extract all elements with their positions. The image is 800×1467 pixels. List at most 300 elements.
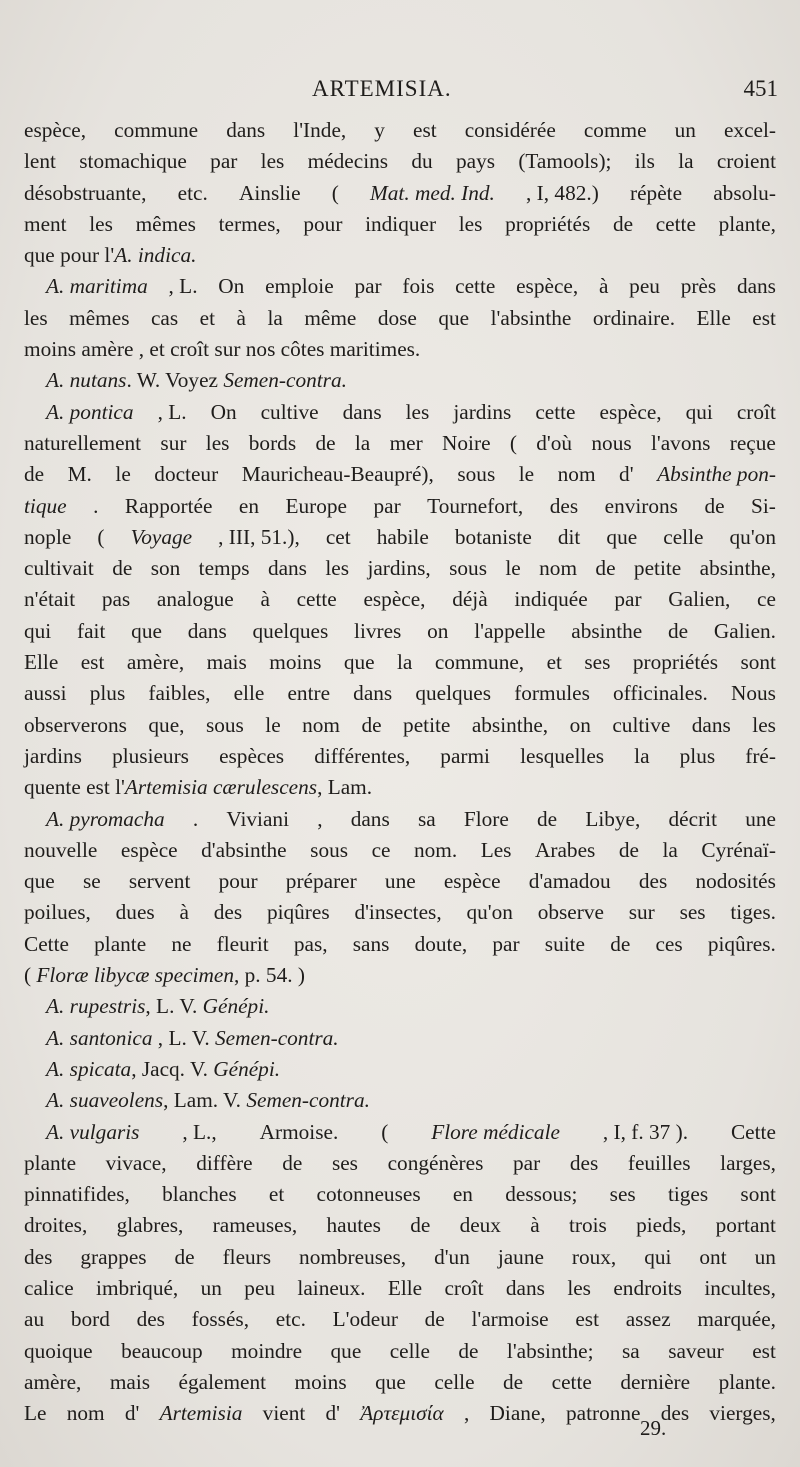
text-segment: une (384, 869, 416, 894)
text-segment: , I, 482.) (526, 180, 599, 205)
text-segment: de (282, 1150, 303, 1175)
text-segment: , Lam. (317, 775, 373, 800)
text-segment: calice (24, 1275, 74, 1300)
text-line (24, 1210, 776, 1241)
text-segment: de (704, 493, 725, 518)
text-line (24, 1242, 776, 1273)
text-segment: de (315, 430, 336, 455)
text-segment: nom (66, 1401, 105, 1426)
text-segment: , L. (157, 399, 187, 424)
text-segment: pieds, (636, 1213, 687, 1238)
text-segment: l'absinthe; (506, 1338, 594, 1363)
text-segment: considérée (464, 118, 556, 142)
text-segment: et (546, 650, 562, 675)
text-segment: par (492, 931, 520, 956)
text-segment: plante, (718, 211, 776, 236)
text-segment: plante (24, 1150, 77, 1175)
text-segment: deux (459, 1213, 501, 1238)
text-segment: quelques (415, 681, 492, 706)
text-segment: en (238, 493, 260, 518)
text-segment: fossés, (191, 1307, 250, 1332)
text-segment: est (80, 650, 105, 675)
text-segment: mais (109, 1369, 151, 1394)
text-segment: On (210, 399, 237, 424)
text-segment: , (317, 806, 323, 831)
text-segment: mais (206, 650, 247, 675)
text-segment: espèce, (363, 587, 426, 612)
text-segment: mêmes (135, 211, 196, 236)
text-segment: ne (171, 931, 192, 956)
text-segment: dose (377, 305, 417, 330)
text-segment: stomachique (79, 149, 187, 174)
text-line (24, 929, 776, 960)
text-segment: nom. (414, 837, 458, 862)
text-segment: est (752, 305, 776, 330)
text-segment: piqûres. (707, 931, 776, 956)
text-segment: de (361, 712, 382, 737)
text-segment: les (260, 149, 285, 174)
text-segment: d' (124, 1401, 140, 1426)
text-segment: pinnatifides, (24, 1182, 130, 1207)
text-segment: imbriqué, (96, 1275, 179, 1300)
text-segment: plus (89, 681, 126, 706)
text-line (24, 209, 776, 240)
text-segment: à (530, 1213, 540, 1238)
text-segment: les (89, 211, 113, 236)
text-segment: amère, (24, 1369, 82, 1394)
text-segment: sa (417, 806, 436, 831)
text-segment: de (612, 211, 634, 236)
text-segment: par (354, 274, 382, 299)
italic-text: A. nutans (46, 368, 127, 393)
text-segment: endroits (613, 1275, 682, 1300)
text-segment: croient (716, 149, 776, 174)
text-segment: comme (583, 118, 647, 142)
text-segment: fleurit (216, 931, 269, 956)
text-segment: cette (535, 399, 576, 424)
text-segment: est (752, 1338, 776, 1363)
text-segment: absinthe, (471, 712, 549, 737)
text-segment: dues (115, 900, 155, 925)
text-segment: cultivait (24, 556, 94, 581)
text-segment: désobstruante, (24, 180, 147, 205)
text-segment: ment (24, 211, 67, 236)
text-segment: nom (557, 462, 596, 487)
text-segment: , L. (168, 274, 198, 299)
text-segment: (Tamools); (518, 149, 612, 174)
text-segment: Ainslie (239, 180, 301, 205)
text-segment: de (112, 556, 133, 581)
text-segment: jaune (497, 1244, 544, 1269)
text-segment: petite (633, 556, 682, 581)
text-segment: indiquée (514, 587, 588, 612)
text-segment: en (452, 1182, 473, 1207)
text-segment: la (354, 430, 371, 455)
text-segment: Elle (387, 1275, 423, 1300)
text-segment: Elle (696, 305, 731, 330)
text-segment: que, (148, 712, 185, 737)
page-number: 451 (743, 76, 778, 101)
text-segment: mêmes (69, 305, 130, 330)
text-segment: rameuses, (212, 1213, 298, 1238)
text-segment: nodosités (695, 869, 776, 894)
text-segment: . (192, 806, 199, 831)
text-segment: , (463, 1401, 470, 1426)
italic-text: tique (24, 493, 67, 518)
text-line (24, 271, 776, 302)
text-segment: patronne (565, 1401, 641, 1426)
text-segment: de (174, 1244, 195, 1269)
text-segment: doute, (414, 931, 468, 956)
text-segment: dernière (620, 1369, 691, 1394)
text-segment: blanches (162, 1182, 237, 1207)
text-segment: ce (757, 587, 776, 612)
text-segment: cet (325, 524, 351, 549)
text-line (24, 365, 776, 396)
text-segment: préparer (285, 869, 357, 894)
text-segment: faibles, (148, 681, 211, 706)
text-segment: , Jacq. V. (131, 1056, 214, 1081)
text-segment: amère, (126, 650, 185, 675)
text-segment: fois (402, 274, 435, 299)
italic-text: Artemisia (159, 1401, 243, 1426)
text-segment: des (660, 1401, 690, 1426)
text-segment: que pour l' (24, 243, 115, 268)
text-line (24, 1117, 776, 1148)
text-segment: pas, (293, 931, 328, 956)
text-segment: croît (736, 399, 776, 424)
text-segment: sous (310, 837, 349, 862)
text-line (24, 897, 776, 928)
text-line (24, 115, 776, 146)
text-line (24, 459, 776, 490)
text-segment: etc. (275, 1307, 306, 1332)
text-segment: sont (740, 650, 776, 675)
text-segment: moins (294, 1369, 347, 1394)
text-segment: se (82, 869, 101, 894)
text-segment: dans (226, 118, 266, 142)
text-segment: ont (699, 1244, 727, 1269)
text-segment: Elle (24, 650, 59, 675)
text-segment: espèces (219, 743, 285, 768)
text-segment: M. (67, 462, 92, 487)
text-segment: que (131, 618, 162, 643)
text-segment: Le (24, 1401, 47, 1426)
text-segment: ( (24, 963, 37, 988)
text-segment: d'où (536, 430, 573, 455)
text-segment: Galien, (668, 587, 731, 612)
text-segment: docteur (154, 462, 219, 487)
text-segment: beaucoup (121, 1338, 203, 1363)
text-segment: les (24, 305, 48, 330)
text-segment: son (150, 556, 181, 581)
text-segment: plusieurs (112, 743, 189, 768)
text-segment: croît (444, 1275, 484, 1300)
text-segment: par (210, 149, 238, 174)
text-line (24, 178, 776, 209)
text-segment: Noire (442, 430, 491, 455)
text-segment: propriétés (505, 211, 591, 236)
text-segment: de (24, 462, 45, 487)
text-segment: dans (691, 712, 731, 737)
text-segment: fait (77, 618, 106, 643)
text-segment: ordinaire. (592, 305, 676, 330)
text-segment: la (397, 650, 413, 675)
text-segment: dans (350, 806, 390, 831)
text-segment: de (458, 1338, 479, 1363)
text-segment: trois (568, 1213, 607, 1238)
text-segment: vierges, (709, 1401, 776, 1426)
text-segment: officinales. (613, 681, 708, 706)
text-segment: habile (376, 524, 429, 549)
text-line (24, 835, 776, 866)
text-segment: cas (150, 305, 179, 330)
text-segment: grappes (80, 1244, 147, 1269)
text-segment: des (549, 493, 579, 518)
text-segment: près (680, 274, 717, 299)
text-segment: différentes, (314, 743, 411, 768)
text-line (24, 240, 776, 271)
text-segment: celle (663, 524, 704, 549)
text-segment: la (634, 743, 650, 768)
text-segment: ( (331, 180, 339, 205)
text-segment: lent (24, 149, 56, 174)
text-segment: glabres, (116, 1213, 184, 1238)
text-segment: , III, 51.), (218, 524, 300, 549)
text-segment: que (438, 305, 470, 330)
text-segment: peu (244, 1275, 276, 1300)
italic-text: A. santonica (46, 1025, 153, 1050)
text-segment: Mauricheau-Beaupré), (241, 462, 434, 487)
text-segment: ses (331, 1150, 358, 1175)
text-segment: déjà (452, 587, 488, 612)
text-segment: temps (198, 556, 250, 581)
text-line (24, 678, 776, 709)
italic-text: Ἀρτεμισία (360, 1401, 444, 1426)
text-segment: décrit (668, 806, 717, 831)
text-segment: sa (622, 1338, 640, 1363)
text-segment: par (513, 1150, 541, 1175)
text-segment: cotonneuses (316, 1182, 421, 1207)
text-segment: de (424, 1307, 445, 1332)
text-segment: des (569, 1150, 599, 1175)
text-segment: termes, (218, 211, 281, 236)
text-line (24, 491, 776, 522)
text-segment: nous (591, 430, 632, 455)
text-segment: la (267, 305, 283, 330)
text-line (24, 1054, 776, 1085)
text-segment: l'appelle (474, 618, 546, 643)
text-segment: pour (303, 211, 343, 236)
text-segment: Europe (285, 493, 347, 518)
text-segment: un (200, 1275, 222, 1300)
text-segment: cette (655, 211, 696, 236)
text-line (24, 991, 776, 1022)
text-segment: le (505, 556, 521, 581)
text-segment: absolu- (713, 180, 776, 205)
text-segment: moins amère , et croît sur nos côtes maritimes. (24, 337, 421, 362)
text-segment: , L., (182, 1119, 217, 1144)
text-segment: les (458, 211, 483, 236)
text-segment: nom (302, 712, 340, 737)
text-segment: , Lam. V. (163, 1088, 247, 1113)
text-line (24, 303, 776, 334)
text-line (24, 741, 776, 772)
text-segment: dans (267, 556, 307, 581)
text-segment: est (575, 1307, 600, 1332)
text-line (24, 1304, 776, 1335)
text-segment: poilues, (24, 900, 91, 925)
text-segment: lesquelles (520, 743, 605, 768)
text-segment: qu'on (729, 524, 776, 549)
text-segment: fleurs (222, 1244, 272, 1269)
text-segment: d'amadou (528, 869, 611, 894)
text-segment: un (754, 1244, 776, 1269)
text-segment: espèce (443, 869, 501, 894)
text-segment: Viviani (226, 806, 289, 831)
text-segment: nouvelle (24, 837, 98, 862)
text-segment: roux, (571, 1244, 617, 1269)
text-segment: au (24, 1307, 45, 1332)
text-segment: vient (262, 1401, 306, 1426)
text-segment: Armoise. (259, 1119, 339, 1144)
text-segment: quelques (252, 618, 329, 643)
text-segment: mer (389, 430, 423, 455)
text-segment: des (638, 869, 668, 894)
text-segment: pour (218, 869, 258, 894)
text-line (24, 584, 776, 615)
text-segment: , L. V. (152, 1025, 216, 1050)
italic-text: A. indica. (114, 243, 197, 268)
text-segment: moins (269, 650, 322, 675)
text-segment: nople (24, 524, 72, 549)
text-segment: qui (685, 399, 713, 424)
text-segment: le (265, 712, 281, 737)
italic-text: Flore médicale (431, 1119, 560, 1144)
text-segment: commune (114, 118, 199, 142)
text-segment: ( (97, 524, 105, 549)
text-segment: on (569, 712, 591, 737)
text-line (24, 1179, 776, 1210)
italic-text: Semen-contra. (215, 1025, 339, 1050)
text-segment: également (178, 1369, 267, 1394)
text-segment: de (668, 618, 689, 643)
text-line (24, 146, 776, 177)
text-segment: à (598, 274, 609, 299)
text-segment: ce (371, 837, 391, 862)
text-segment: Tournefort, (427, 493, 524, 518)
text-line (24, 428, 776, 459)
text-segment: même (304, 305, 357, 330)
text-segment: dans (187, 618, 227, 643)
text-segment: du (411, 149, 433, 174)
text-segment: plante (94, 931, 147, 956)
text-segment: etc. (177, 180, 208, 205)
text-segment: laineux. (297, 1275, 366, 1300)
text-segment: analogue (156, 587, 234, 612)
text-segment: dans (736, 274, 776, 299)
text-segment: . (93, 493, 99, 518)
text-segment: à (260, 587, 270, 612)
text-segment: que (606, 524, 638, 549)
italic-text: A. pontica (46, 399, 134, 424)
text-segment: excel- (723, 118, 776, 142)
text-segment: plante. (718, 1369, 776, 1394)
text-segment: pays (455, 149, 496, 174)
text-segment: le (518, 462, 535, 487)
italic-text: Génépi. (202, 994, 270, 1019)
text-segment: servent (128, 869, 191, 894)
text-segment: la (662, 837, 678, 862)
text-line (24, 866, 776, 897)
text-segment: Diane, (489, 1401, 546, 1426)
text-segment: sous (457, 462, 496, 487)
text-segment: Cette (24, 931, 69, 956)
text-segment: n'était (24, 587, 76, 612)
italic-text: Semen-contra. (246, 1088, 370, 1113)
text-line (24, 1023, 776, 1054)
text-line (24, 553, 776, 584)
text-segment: qui (644, 1244, 672, 1269)
text-segment: de (610, 931, 631, 956)
italic-text: Voyage (130, 524, 193, 549)
text-segment: à (179, 900, 189, 925)
text-segment: On (218, 274, 245, 299)
text-segment: vivace, (105, 1150, 167, 1175)
text-segment: elle (233, 681, 265, 706)
text-segment: sur (160, 430, 187, 455)
text-segment: sous (449, 556, 487, 581)
text-segment: Les (480, 837, 512, 862)
text-segment: cultive (612, 712, 671, 737)
text-segment: cultive (260, 399, 319, 424)
text-segment: marquée, (697, 1307, 776, 1332)
italic-text: Floræ libycæ specimen (36, 963, 234, 988)
text-segment: les (405, 399, 430, 424)
italic-text: A. vulgaris (46, 1119, 140, 1144)
text-segment: de (410, 1213, 431, 1238)
text-segment: que (330, 1338, 362, 1363)
italic-text: Mat. med. Ind. (370, 180, 495, 205)
text-segment: nom (539, 556, 578, 581)
text-segment: entre (287, 681, 331, 706)
text-segment: botaniste (454, 524, 532, 549)
body-text (24, 115, 776, 1429)
text-segment: d' (325, 1401, 341, 1426)
text-segment: quente est l' (24, 775, 125, 800)
text-segment: congénères (387, 1150, 484, 1175)
text-segment: livres (354, 618, 402, 643)
text-line (24, 647, 776, 678)
text-segment: indiquer (365, 211, 437, 236)
text-segment: la (678, 149, 694, 174)
text-segment: naturellement (24, 430, 142, 455)
text-segment: sous (205, 712, 244, 737)
text-segment: saveur (668, 1338, 724, 1363)
text-line (24, 522, 776, 553)
text-segment: piqûres (266, 900, 330, 925)
text-segment: d'un (434, 1244, 470, 1269)
text-segment: , L. V. (145, 994, 203, 1019)
text-segment: est (413, 118, 437, 142)
text-segment: plus (679, 743, 716, 768)
text-segment: larges, (720, 1150, 776, 1175)
text-line (24, 1085, 776, 1116)
text-segment: Flore (463, 806, 509, 831)
text-segment: espèce, (24, 118, 87, 142)
text-segment: que (343, 650, 375, 675)
text-segment: environs (604, 493, 678, 518)
